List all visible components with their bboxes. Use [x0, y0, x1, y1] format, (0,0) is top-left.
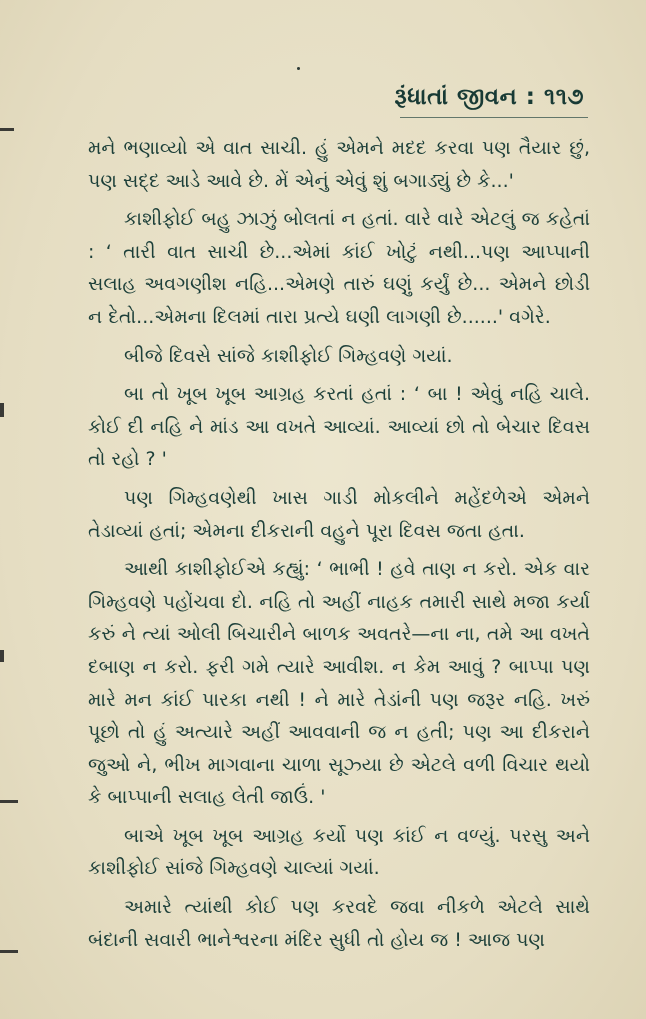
paragraph: પણ ગિમ્હવણેથી ખાસ ગાડી મોકલીને મહેંદળેએ એમને તેડાવ્યાં હતાં; એમના દીકરાની વહુને પૂરા દિવસ જતા હતા.: [88, 486, 590, 542]
body-text: [88, 132, 590, 956]
header-underline: [400, 117, 588, 118]
margin-mark: [0, 950, 18, 953]
running-header: રૂંધાતાં જીવન : ૧૧૭: [394, 84, 584, 110]
ink-speck: [297, 67, 300, 70]
margin-mark: [0, 800, 18, 803]
margin-mark: [0, 128, 14, 131]
paragraph: આથી કાશીફોઈએ કહ્યું: ‘ ભાભી ! હવે તાણ ન કરો. એક વાર ગિમ્હવણે પહોંચવા દો. નહિ તો અહીં નાહક તમારી સાથે મજા કર્યા કરું ને ત્યાં ઓલી બિચારીને બાળક અવતરે—ના ના, તમે આ વખતે દબાણ ન કરો. ફરી ગમે ત્યારે આવીશ. ન કેમ આવું ? બાપ્પા પણ મારે મન કાંઈ પારકા નથી ! ને મારે તેડાંની પણ જરૂર નહિ. ખરું પૂછો તો હું અત્યારે અહીં આવવાની જ ન હતી; પણ આ દીકરાને જુઓ ને, ભીખ માગવાના ચાળા સૂઝ્યા છે એટલે વળી વિચાર થયો કે બાપ્પાની સલાહ લેતી જાઉં. ': [88, 558, 590, 809]
paragraph: કાશીફોઈ બહુ ઝાઝું બોલતાં ન હતાં. વારે વારે એટલું જ કહેતાં : ‘ તારી વાત સાચી છે...એમાં કાંઈ ખોટું નથી...પણ આપ્પાની સલાહ અવગણીશ નહિ...એમણે તારું ઘણું કર્યું છે... એમને છોડી ન દેતો...એમના દિલમાં તારા પ્રત્યે ઘણી લાગણી છે......' વગેરે.: [88, 208, 590, 328]
paragraph: અમારે ત્યાંથી કોઈ પણ કરવદે જવા નીકળે એટલે સાથે બંદાની સવારી ભાનેશ્વરના મંદિર સુધી તો હોય જ ! આજ પણ: [88, 896, 590, 951]
margin-mark: [0, 650, 4, 662]
margin-mark: [0, 403, 4, 417]
paragraph: બાએ ખૂબ ખૂબ આગ્રહ કર્યો પણ કાંઈ ન વળ્યું. પરસુ અને કાશીફોઈ સાંજે ગિમ્હવણે ચાલ્યાં ગયાં.: [88, 824, 590, 880]
paragraph: મને ભણાવ્યો એ વાત સાચી. હું એમને મદદ કરવા પણ તૈયાર છું, પણ સદ્દ આડે આવે છે. મેં એનું એવું શું બગાડ્યું છે કે...': [88, 137, 590, 192]
paragraph: બીજે દિવસે સાંજે કાશીફોઈ ગિમ્હવણે ગયાં.: [124, 344, 453, 367]
paragraph: બા તો ખૂબ ખૂબ આગ્રહ કરતાં હતાં : ‘ બા ! એવું નહિ ચાલે. કોઈ દી નહિ ને માંડ આ વખતે આવ્યાં. આવ્યાં છો તો બેચાર દિવસ તો રહો ? ': [88, 383, 590, 471]
